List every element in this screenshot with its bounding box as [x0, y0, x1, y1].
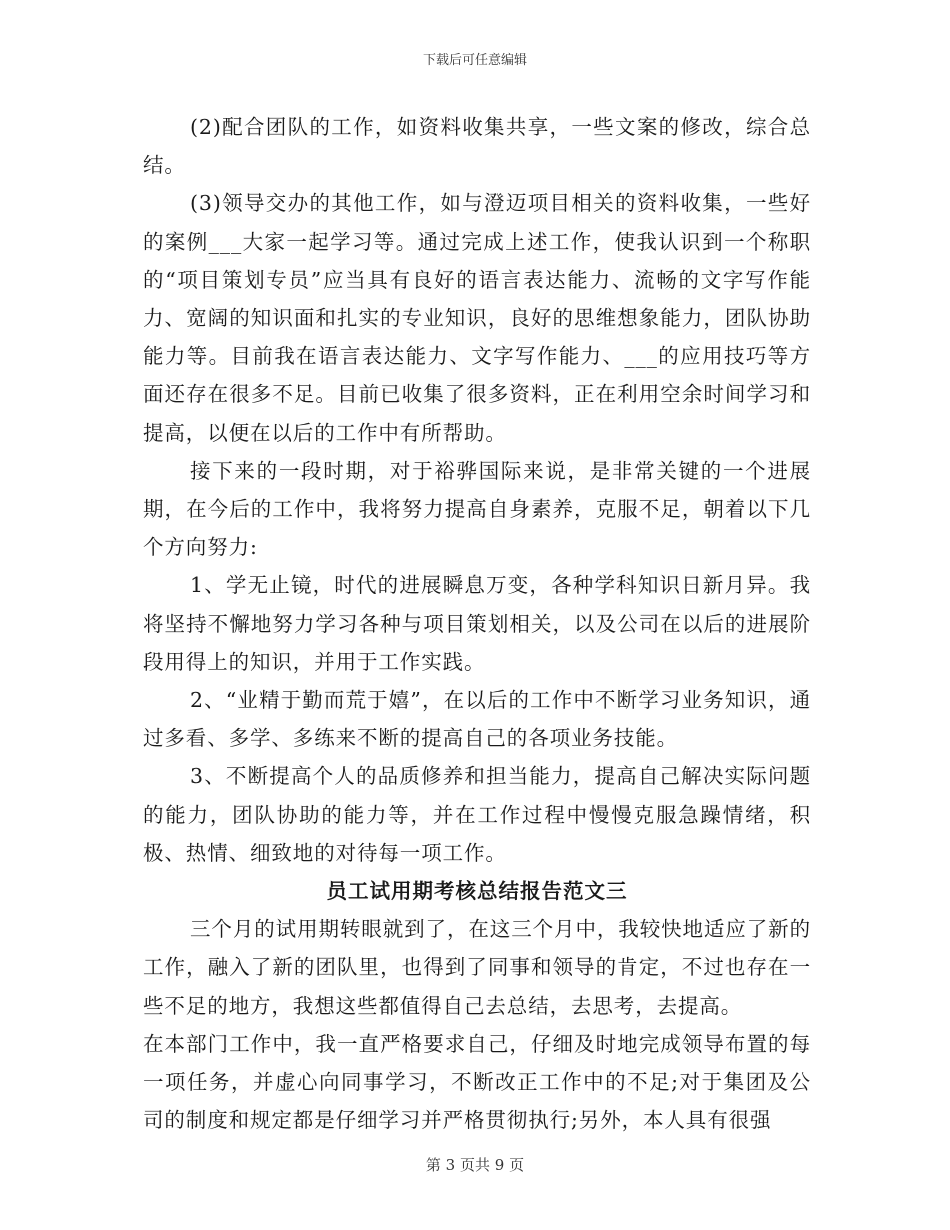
- section-paragraph-2: 在本部门工作中，我一直严格要求自己，仔细及时地完成领导布置的每一项任务，并虚心向同事学习，不断改正工作中的不足;对于集团及公司的制度和规定都是仔细学习并严格贯彻执行;另外，本人具有很强: [143, 1031, 811, 1133]
- paragraph-2: (3)领导交办的其他工作，如与澄迈项目相关的资料收集，一些好的案例___大家一起学习等。通过完成上述工作，使我认识到一个称职的“项目策划专员”应当具有良好的语言表达能力、流畅的文字写作能力、宽阔的知识面和扎实的专业知识，良好的思维想象能力，团队协助能力等。目前我在语言表达能力、文字写作能力、___的应用技巧等方面还存在很多不足。目前已收集了很多资料，正在利用空余时间学习和提高，以便在以后的工作中有所帮助。: [143, 191, 811, 445]
- page-footer: 第 3 页共 9 页: [425, 1156, 525, 1174]
- paragraph-4: 1、学无止镜，时代的进展瞬息万变，各种学科知识日新月异。我将坚持不懈地努力学习各种与项目策划相关，以及公司在以后的进展阶段用得上的知识，并用于工作实践。: [143, 573, 811, 674]
- paragraph-1: (2)配合团队的工作，如资料收集共享，一些文案的修改，综合总结。: [143, 115, 811, 178]
- document-body: [143, 108, 811, 1139]
- paragraph-5: 2、“业精于勤而荒于嬉”，在以后的工作中不断学习业务知识，通过多看、多学、多练来不断的提高自己的各项业务技能。: [143, 688, 811, 751]
- section-title: 员工试用期考核总结报告范文三: [326, 879, 628, 904]
- paragraph-6: 3、不断提高个人的品质修养和担当能力，提高自己解决实际问题的能力，团队协助的能力等，并在工作过程中慢慢克服急躁情绪，积极、热情、细致地的对待每一项工作。: [143, 764, 811, 865]
- paragraph-3: 接下来的一段时期，对于裕骅国际来说，是非常关键的一个进展期，在今后的工作中，我将努力提高自身素养，克服不足，朝着以下几个方向努力:: [143, 458, 811, 560]
- page-header: 下载后可任意编辑: [422, 53, 527, 68]
- section-paragraph-1: 三个月的试用期转眼就到了，在这三个月中，我较快地适应了新的工作，融入了新的团队里，也得到了同事和领导的肯定，不过也存在一些不足的地方，我想这些都值得自己去总结，去思考，去提高。: [143, 917, 811, 1018]
